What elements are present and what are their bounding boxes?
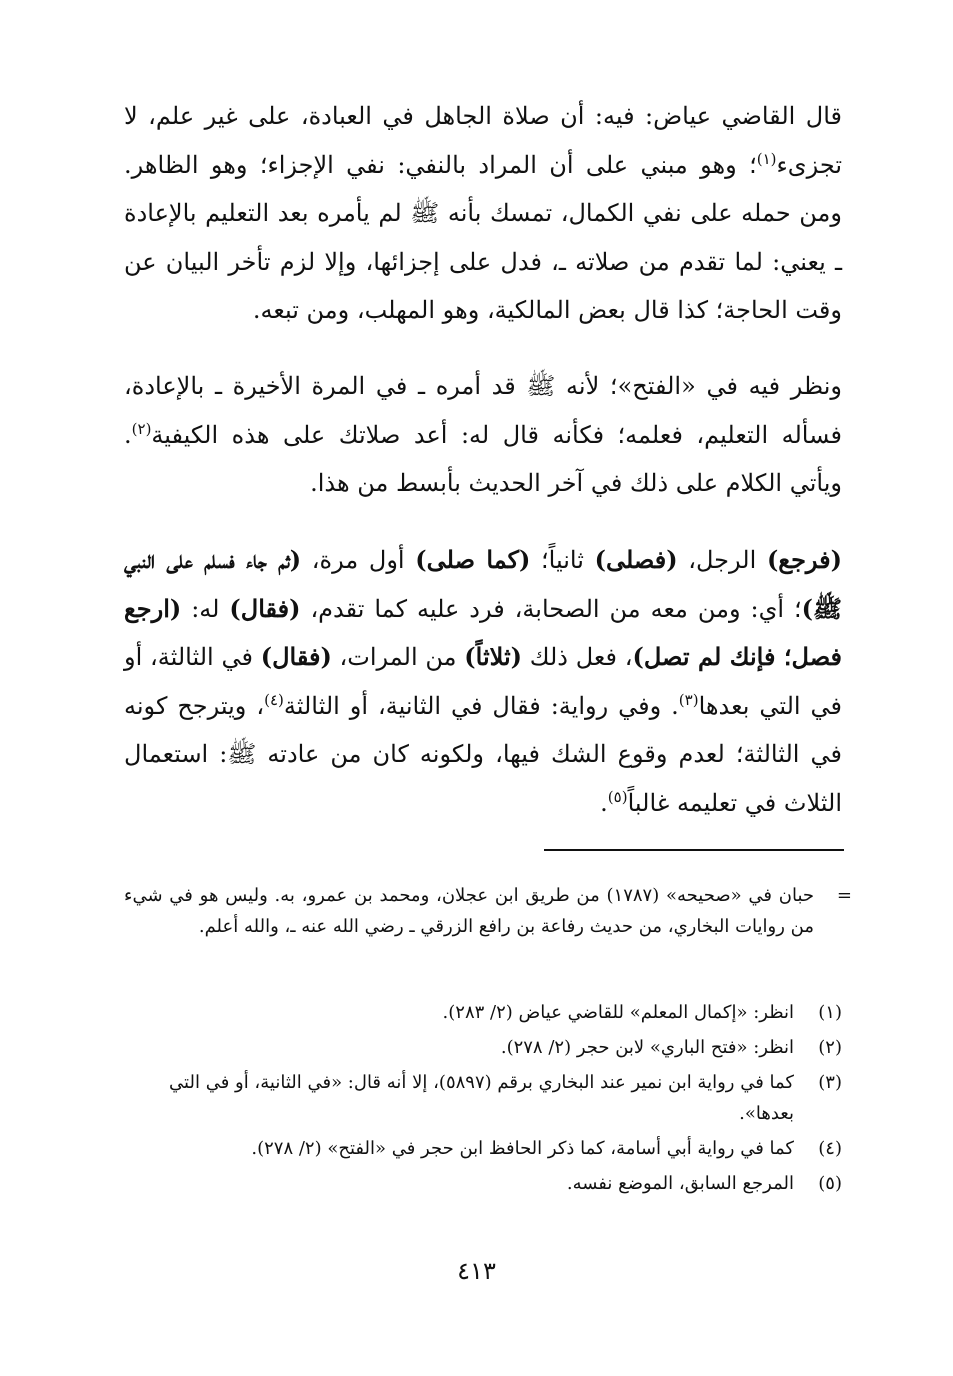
footnote-item (124, 1133, 842, 1164)
commentary-11: . (600, 788, 608, 817)
footnote-number: (١) (818, 1002, 842, 1023)
commentary-6: ، فعل ذلك (522, 643, 633, 671)
footnote-number: (٤) (818, 1138, 842, 1159)
paragraph-2-text-b: . ويأتي الكلام على ذلك في آخر الحديث بأبسط من هذا. (124, 420, 842, 497)
continuation-mark: = (836, 885, 852, 906)
footnote-item (124, 1067, 842, 1129)
footnote-ref-5[interactable]: (٥) (607, 787, 628, 806)
paragraph-1-text-a: قال القاضي عياض: فيه: أن صلاة الجاهل في العبادة، على غير علم، لا تجزىء (124, 102, 842, 179)
footnote-item (124, 997, 842, 1028)
footnote-list (124, 997, 842, 1203)
commentary-1: الرجل، (677, 546, 767, 574)
footnote-text: كما في رواية ابن نمير عند البخاري برقم (٥٨٩٧)، إلا أنه قال: «في الثانية، أو في التي بعدها». (169, 1072, 794, 1124)
hadith-phrase-7: (ثلاثاً) (464, 642, 522, 671)
commentary-4: ؛ أي: ومن معه من الصحابة، فرد عليه كما تقدم، (300, 594, 802, 623)
hadith-phrase-8: (فقال) (260, 642, 332, 671)
commentary-10: ، ويترجح كونه في الثالثة؛ لعدم وقوع الشك فيها، ولكونه كان من عادته ﷺ: استعمال الثلاث في تعليمه غالباً (124, 691, 842, 817)
footnote-number: (٢) (818, 1037, 842, 1058)
paragraph-2 (124, 362, 842, 508)
continuation-text: حبان في «صحيحه» (١٧٨٧) من طريق ابن عجلان، ومحمد بن عمرو، به. وليس هو في شيء من روايات البخاري، من حديث رفاعة بن رافع الزرقي ـ رضي الله عنه ـ، والله أعلم. (124, 885, 815, 937)
paragraph-3 (124, 536, 842, 827)
hadith-phrase-1: (فرجع) (766, 545, 842, 574)
footnote-ref-3[interactable]: (٣) (678, 690, 699, 709)
commentary-2: ثانياً؛ (530, 546, 595, 574)
footnote-text: انظر: «إكمال المعلم» للقاضي عياض (٢/ ٢٨٣). (442, 1002, 794, 1023)
footnote-text: المرجع السابق، الموضع نفسه. (566, 1173, 794, 1194)
footnote-text: كما في رواية أبي أسامة، كما ذكر الحافظ ابن حجر في «الفتح» (٢/ ٢٧٨). (251, 1138, 794, 1159)
commentary-5: له: (181, 594, 230, 623)
footnote-ref-1[interactable]: (١) (756, 149, 777, 168)
footnote-item (124, 1032, 842, 1063)
paragraph-1-text-b: ؛ وهو مبني على أن المراد بالنفي: نفي الإجزاء؛ وهو الظاهر. ومن حمله على نفي الكمال، تمسك بأنه ﷺ لم يأمره بعد التعليم بالإعادة ـ يعني: لما تقدم من صلاته ـ، فدل على إجزائها، وإلا لزم تأخر البيان عن وقت الحاجة؛ كذا قال بعض المالكية، وهو المهلب، ومن تبعه. (124, 150, 842, 324)
hadith-phrase-6: (ارجع فصل؛ فإنك لم تصل) (124, 593, 843, 671)
page-number: ٤١٣ (457, 1257, 496, 1285)
commentary-7: من المرات، (331, 643, 465, 671)
footnote-ref-4[interactable]: (٤) (264, 690, 284, 709)
hadith-phrase-4: (ثم جاء فسلم على النبي ﷺ) (124, 545, 842, 623)
footnote-continuation (124, 880, 852, 942)
commentary-8: في الثالثة، أو في التي بعدها (124, 643, 842, 720)
commentary-3: أول مرة، (301, 546, 416, 574)
hadith-phrase-3: (كما صلى) (415, 545, 531, 574)
footnote-ref-2[interactable]: (٢) (131, 419, 152, 438)
footnote-number: (٣) (818, 1072, 842, 1093)
footnote-number: (٥) (818, 1173, 842, 1194)
footnote-separator (544, 849, 844, 851)
commentary-9: . وفي رواية: فقال في الثانية، أو الثالثة (283, 691, 679, 720)
footnote-text: انظر: «فتح الباري» لابن حجر (٢/ ٢٧٨). (500, 1037, 794, 1058)
footnote-item (124, 1168, 842, 1199)
hadith-phrase-5: (فقال) (229, 593, 301, 623)
hadith-phrase-2: (فصلى) (594, 545, 678, 574)
paragraph-1 (124, 92, 842, 335)
paragraph-2-text-a: ونظر فيه في «الفتح»؛ لأنه ﷺ قد أمره ـ في المرة الأخيرة ـ بالإعادة، فسأله التعليم، فعلمه؛ فكأنه قال له: أعد صلاتك على هذه الكيفية (124, 372, 842, 449)
